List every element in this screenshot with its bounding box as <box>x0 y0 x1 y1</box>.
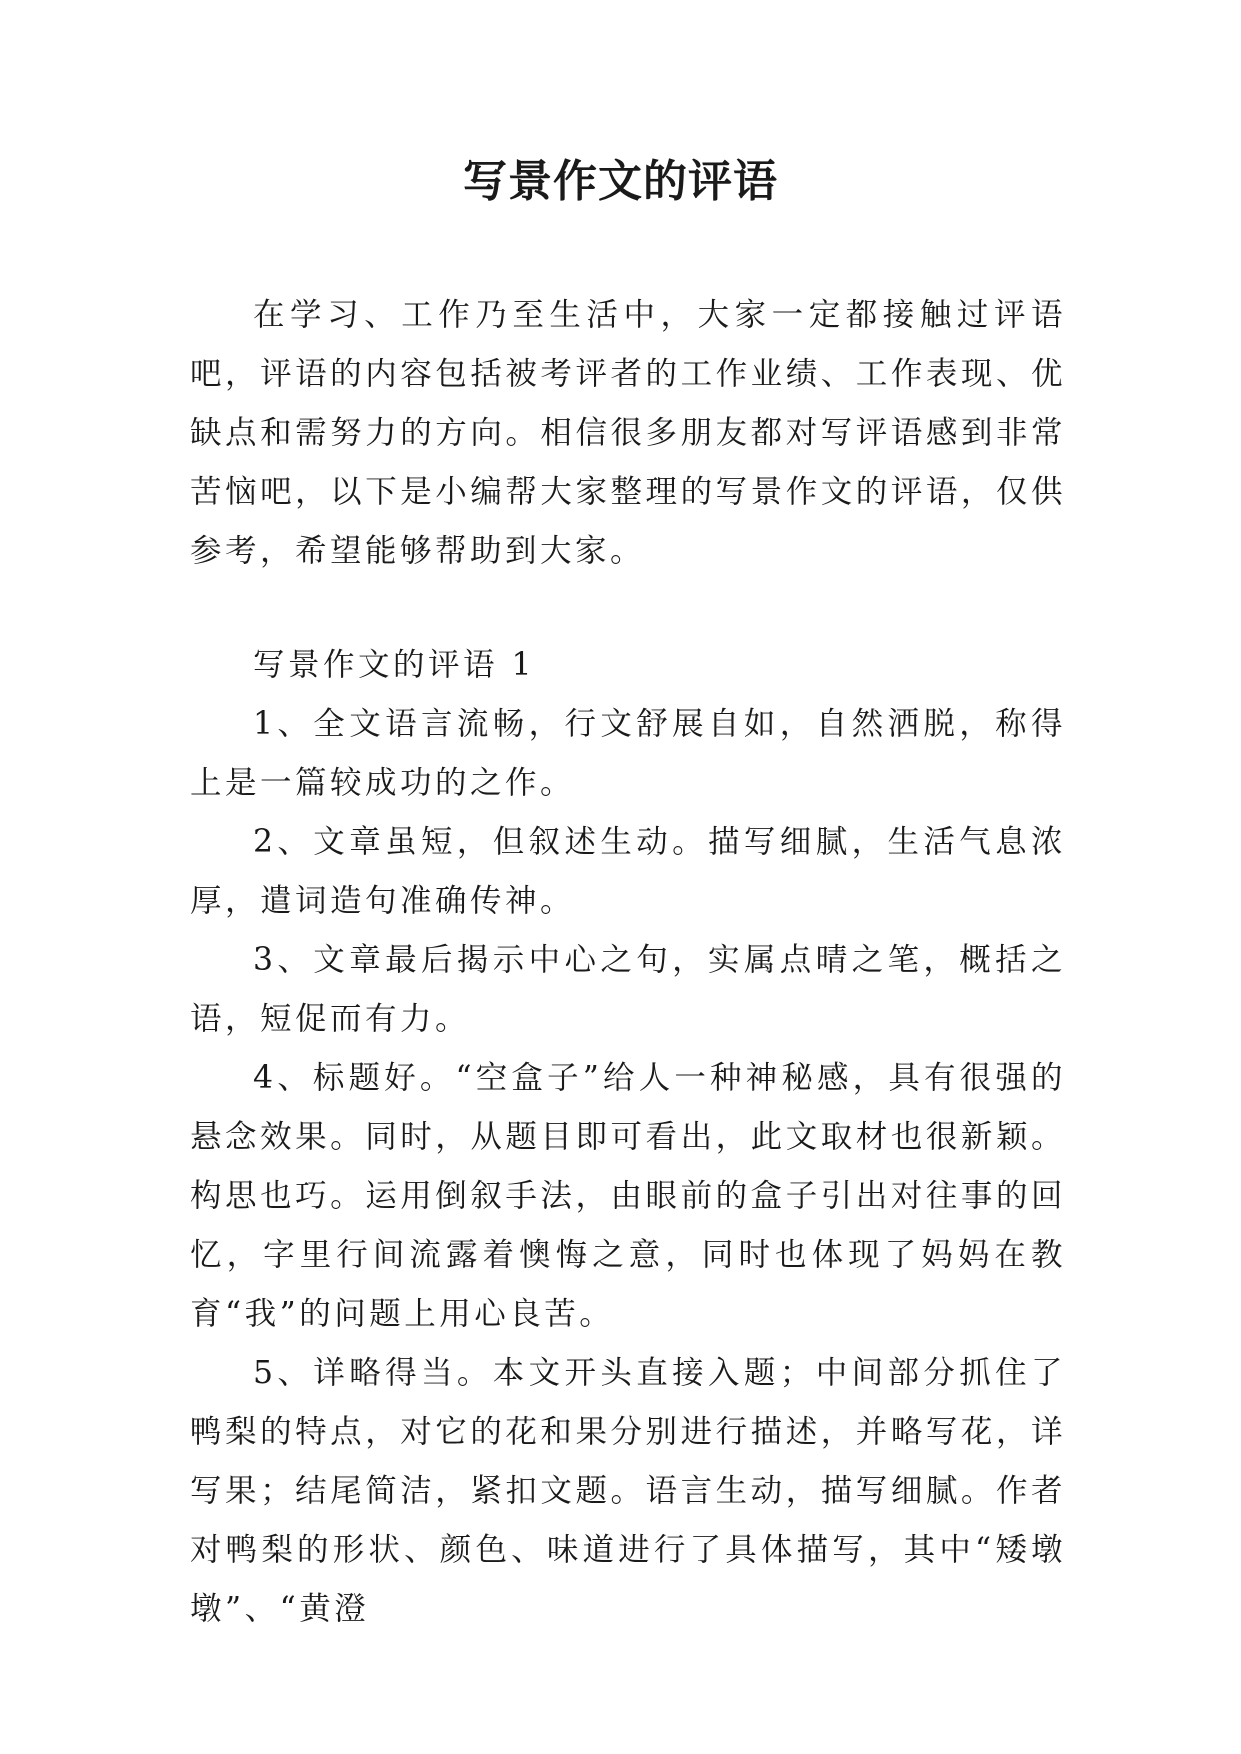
comment-item-1: 1、全文语言流畅，行文舒展自如，自然洒脱，称得上是一篇较成功的之作。 <box>190 706 1066 801</box>
intro-block <box>190 286 1066 581</box>
comment-item-5: 5、详略得当。本文开头直接入题；中间部分抓住了鸭梨的特点，对它的花和果分别进行描述，并略写花，详写果；结尾简洁，紧扣文题。语言生动，描写细腻。作者对鸭梨的形状、颜色、味道进行了具体描写，其中“矮墩墩”、“黄澄 <box>190 1355 1066 1627</box>
section-1 <box>190 636 1066 1639</box>
comment-item-3: 3、文章最后揭示中心之句，实属点晴之笔，概括之语，短促而有力。 <box>190 942 1066 1037</box>
page-title: 写景作文的评语 <box>463 156 778 207</box>
intro-paragraph: 在学习、工作乃至生活中，大家一定都接触过评语吧，评语的内容包括被考评者的工作业绩、工作表现、优缺点和需努力的方向。相信很多朋友都对写评语感到非常苦恼吧，以下是小编帮大家整理的写景作文的评语，仅供参考，希望能够帮助到大家。 <box>190 297 1066 569</box>
comment-item-2: 2、文章虽短，但叙述生动。描写细腻，生活气息浓厚，遣词造句准确传神。 <box>190 824 1066 919</box>
comment-item-4: 4、标题好。“空盒子”给人一种神秘感，具有很强的悬念效果。同时，从题目即可看出，此文取材也很新颖。构思也巧。运用倒叙手法，由眼前的盒子引出对往事的回忆，字里行间流露着懊悔之意，同时也体现了妈妈在教育“我”的问题上用心良苦。 <box>190 1060 1066 1332</box>
section-heading: 写景作文的评语 1 <box>253 647 536 683</box>
